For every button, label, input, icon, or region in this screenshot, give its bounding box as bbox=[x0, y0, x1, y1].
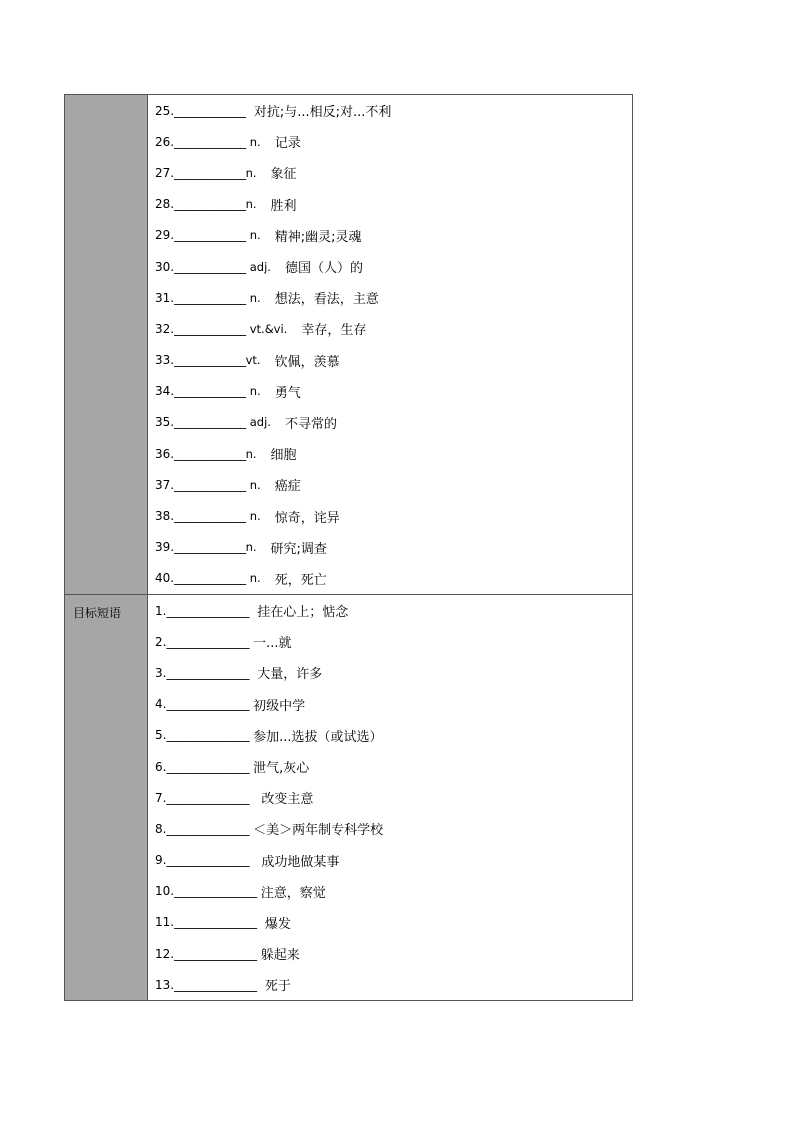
answer-blank: _____________ bbox=[174, 477, 246, 492]
answer-blank: _____________ bbox=[174, 509, 246, 524]
answer-blank: _______________ bbox=[174, 884, 257, 899]
item-meaning: 不寻常的 bbox=[284, 416, 337, 432]
list-item bbox=[148, 751, 632, 782]
section-row bbox=[65, 95, 633, 595]
answer-blank: _____________ bbox=[174, 290, 246, 305]
item-number: 32. bbox=[155, 321, 175, 336]
part-of-speech: vt.&vi. bbox=[249, 321, 288, 336]
part-of-speech: n. bbox=[249, 384, 261, 399]
item-number: 27. bbox=[155, 165, 175, 180]
list-item bbox=[148, 563, 632, 594]
list-item bbox=[148, 813, 632, 844]
item-meaning: 想法，看法，主意 bbox=[274, 292, 379, 308]
list-item bbox=[148, 157, 632, 188]
item-meaning: 胜利 bbox=[270, 198, 297, 214]
item-number: 4. bbox=[155, 697, 167, 712]
list-item bbox=[148, 969, 632, 1000]
part-of-speech: n. bbox=[249, 477, 261, 492]
part-of-speech: n. bbox=[245, 197, 257, 212]
item-number: 1. bbox=[155, 603, 167, 618]
part-of-speech: n. bbox=[249, 134, 261, 149]
section-label-cell bbox=[65, 95, 148, 595]
item-meaning: 癌症 bbox=[274, 479, 301, 495]
item-meaning: 大量，许多 bbox=[257, 667, 323, 683]
list-item bbox=[148, 845, 632, 876]
part-of-speech: n. bbox=[249, 290, 261, 305]
list-item bbox=[148, 720, 632, 751]
item-number: 35. bbox=[155, 415, 175, 430]
item-meaning: 钦佩，羡慕 bbox=[274, 354, 340, 370]
list-item bbox=[148, 376, 632, 407]
item-meaning: 死于 bbox=[264, 979, 291, 995]
list-item bbox=[148, 532, 632, 563]
list-item bbox=[148, 438, 632, 469]
table-body bbox=[65, 95, 633, 1001]
section-items-cell bbox=[148, 95, 633, 595]
answer-blank: _______________ bbox=[166, 790, 249, 805]
item-number: 38. bbox=[155, 509, 175, 524]
list-item bbox=[148, 595, 632, 626]
answer-blank: _____________ bbox=[174, 353, 246, 368]
spacer bbox=[249, 853, 261, 868]
answer-blank: _______________ bbox=[166, 853, 249, 868]
item-meaning: 躲起来 bbox=[260, 948, 300, 964]
item-number: 34. bbox=[155, 384, 175, 399]
item-meaning: 惊奇，诧异 bbox=[274, 510, 340, 526]
item-number: 33. bbox=[155, 353, 175, 368]
item-number: 9. bbox=[155, 853, 167, 868]
vocabulary-worksheet-table bbox=[64, 94, 633, 1001]
section-label bbox=[65, 95, 147, 104]
item-number: 30. bbox=[155, 259, 175, 274]
answer-blank: _____________ bbox=[174, 415, 246, 430]
item-meaning: 象征 bbox=[270, 167, 297, 183]
answer-blank: _______________ bbox=[166, 665, 249, 680]
list-item bbox=[148, 907, 632, 938]
list-item bbox=[148, 782, 632, 813]
part-of-speech: n. bbox=[249, 571, 261, 586]
answer-blank: _______________ bbox=[166, 603, 249, 618]
section-items-cell bbox=[148, 595, 633, 1001]
item-meaning: ＜美＞两年制专科学校 bbox=[253, 823, 384, 839]
item-number: 36. bbox=[155, 446, 175, 461]
answer-blank: _____________ bbox=[174, 571, 246, 586]
item-meaning: 细胞 bbox=[270, 448, 297, 464]
item-meaning: 注意，察觉 bbox=[260, 885, 326, 901]
spacer bbox=[249, 790, 261, 805]
item-number: 28. bbox=[155, 197, 175, 212]
item-number: 29. bbox=[155, 228, 175, 243]
item-meaning: 挂在心上；惦念 bbox=[257, 605, 349, 621]
spacer bbox=[257, 915, 265, 930]
item-number: 5. bbox=[155, 728, 167, 743]
item-meaning: 对抗;与...相反;对...不利 bbox=[253, 105, 392, 121]
answer-blank: _____________ bbox=[174, 446, 246, 461]
list-item bbox=[148, 126, 632, 157]
item-meaning: 一...就 bbox=[253, 636, 292, 652]
part-of-speech: adj. bbox=[249, 415, 271, 430]
spacer bbox=[246, 103, 254, 118]
item-number: 37. bbox=[155, 477, 175, 492]
item-meaning: 死，死亡 bbox=[274, 572, 327, 588]
answer-blank: _____________ bbox=[174, 259, 246, 274]
answer-blank: _____________ bbox=[174, 384, 246, 399]
item-meaning: 幸存，生存 bbox=[301, 323, 367, 339]
list-item bbox=[148, 657, 632, 688]
section-row bbox=[65, 595, 633, 1001]
item-number: 3. bbox=[155, 665, 167, 680]
item-number: 39. bbox=[155, 540, 175, 555]
item-number: 8. bbox=[155, 821, 167, 836]
list-item bbox=[148, 95, 632, 126]
part-of-speech: n. bbox=[245, 446, 257, 461]
item-number: 7. bbox=[155, 790, 167, 805]
spacer bbox=[249, 603, 257, 618]
list-item bbox=[148, 876, 632, 907]
item-number: 12. bbox=[155, 946, 175, 961]
item-meaning: 爆发 bbox=[264, 916, 291, 932]
item-meaning: 初级中学 bbox=[253, 698, 306, 714]
item-meaning: 德国（人）的 bbox=[284, 261, 363, 277]
item-number: 25. bbox=[155, 103, 175, 118]
item-meaning: 成功地做某事 bbox=[261, 854, 340, 870]
answer-blank: _____________ bbox=[174, 134, 246, 149]
item-number: 11. bbox=[155, 915, 175, 930]
answer-blank: _____________ bbox=[174, 540, 246, 555]
list-item bbox=[148, 282, 632, 313]
answer-blank: _______________ bbox=[174, 946, 257, 961]
answer-blank: _______________ bbox=[174, 977, 257, 992]
section-label-cell bbox=[65, 595, 148, 1001]
answer-blank: _______________ bbox=[174, 915, 257, 930]
answer-blank: _______________ bbox=[166, 728, 249, 743]
answer-blank: _______________ bbox=[166, 821, 249, 836]
list-item bbox=[148, 189, 632, 220]
list-item bbox=[148, 469, 632, 500]
item-meaning: 参加...选拔（或试选） bbox=[253, 729, 383, 745]
part-of-speech: adj. bbox=[249, 259, 271, 274]
answer-blank: _____________ bbox=[174, 165, 246, 180]
part-of-speech: vt. bbox=[245, 353, 261, 368]
item-meaning: 记录 bbox=[274, 136, 301, 152]
item-number: 31. bbox=[155, 290, 175, 305]
item-number: 10. bbox=[155, 884, 175, 899]
list-item bbox=[148, 345, 632, 376]
part-of-speech: n. bbox=[245, 165, 257, 180]
item-number: 2. bbox=[155, 634, 167, 649]
spacer bbox=[257, 977, 265, 992]
part-of-speech: n. bbox=[249, 228, 261, 243]
item-meaning: 研究;调查 bbox=[270, 541, 327, 557]
item-number: 6. bbox=[155, 759, 167, 774]
item-meaning: 泄气,灰心 bbox=[253, 761, 310, 777]
item-meaning: 勇气 bbox=[274, 385, 301, 401]
answer-blank: _______________ bbox=[166, 697, 249, 712]
item-meaning: 改变主意 bbox=[261, 792, 314, 808]
item-number: 40. bbox=[155, 571, 175, 586]
list-item bbox=[148, 313, 632, 344]
part-of-speech: n. bbox=[249, 509, 261, 524]
list-item bbox=[148, 220, 632, 251]
list-item bbox=[148, 500, 632, 531]
list-item bbox=[148, 251, 632, 282]
item-meaning: 精神;幽灵;灵魂 bbox=[274, 229, 362, 245]
answer-blank: _____________ bbox=[174, 321, 246, 336]
item-number: 26. bbox=[155, 134, 175, 149]
answer-blank: _______________ bbox=[166, 759, 249, 774]
list-item bbox=[148, 407, 632, 438]
answer-blank: _____________ bbox=[174, 103, 246, 118]
list-item bbox=[148, 626, 632, 657]
list-item bbox=[148, 689, 632, 720]
answer-blank: _____________ bbox=[174, 197, 246, 212]
spacer bbox=[249, 665, 257, 680]
answer-blank: _____________ bbox=[174, 228, 246, 243]
part-of-speech: n. bbox=[245, 540, 257, 555]
section-label: 目标短语 bbox=[73, 606, 122, 620]
answer-blank: _______________ bbox=[166, 634, 249, 649]
list-item bbox=[148, 938, 632, 969]
item-number: 13. bbox=[155, 977, 175, 992]
